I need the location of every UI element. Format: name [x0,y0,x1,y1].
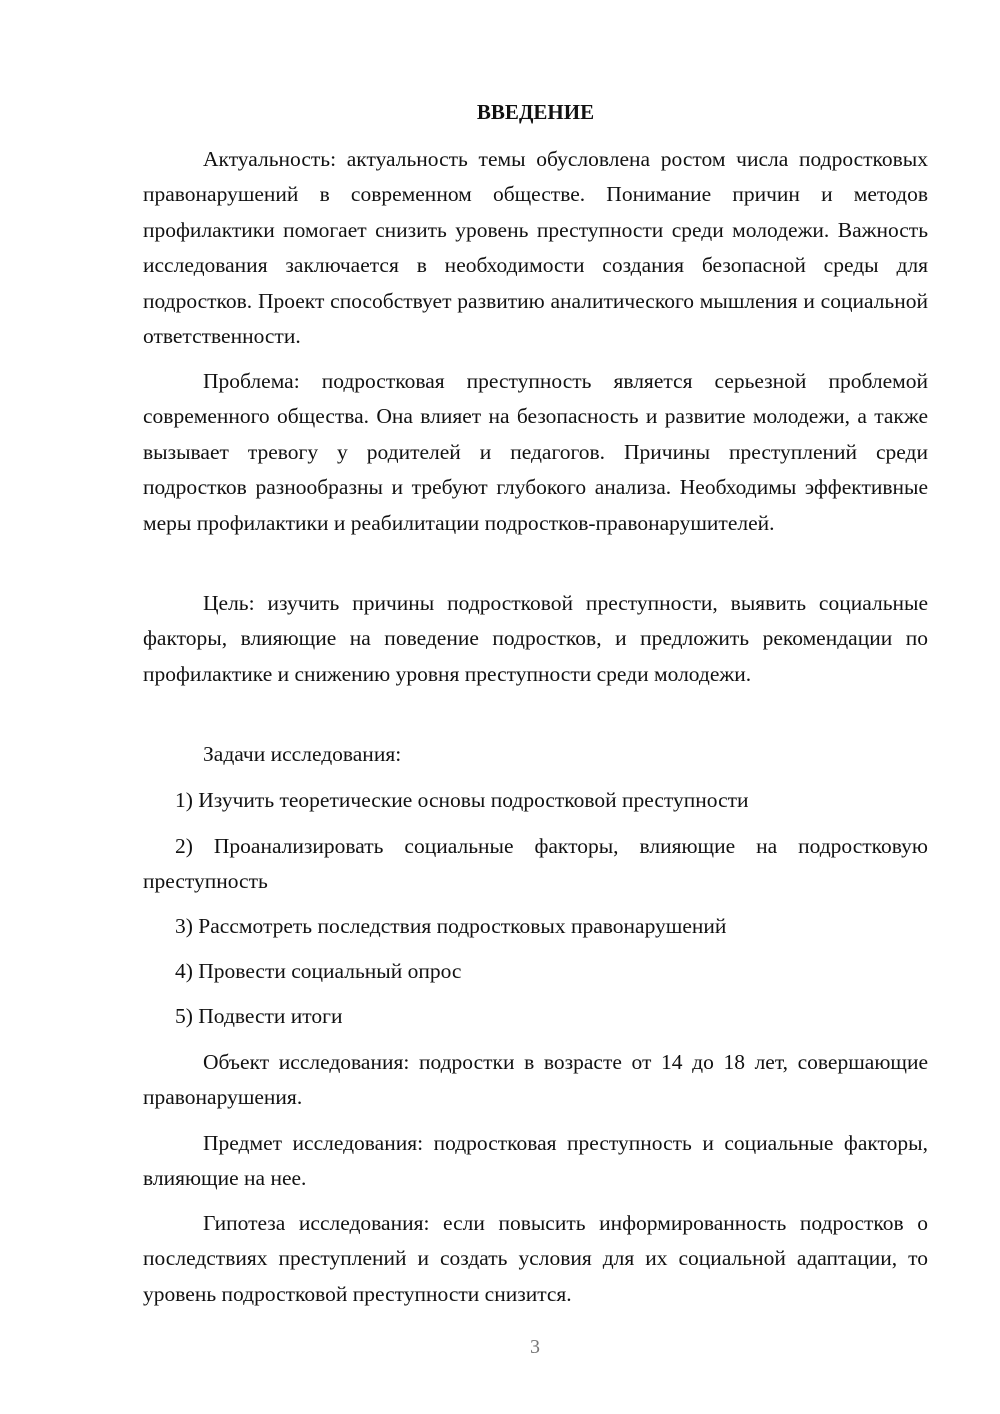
paragraph-subject: Предмет исследования: подростковая преступность и социальные факторы, влияющие на нее. [143,1131,928,1191]
page-number: 3 [530,1336,540,1358]
paragraph-object: Объект исследования: подростки в возрасте от 14 до 18 лет, совершающие правонарушения. [143,1050,928,1110]
task-item-4: 4) Провести социальный опрос [175,959,462,983]
paragraph-relevance: Актуальность: актуальность темы обусловлена ростом числа подростковых правонарушений в современном обществе. Понимание причин и методов профилактики помогает снизить уровень преступности среди молодежи. Важность исследования заключается в необходимости создания безопасной среды для подростков. Проект способствует развитию аналитического мышления и социальной ответственности. [143,147,928,349]
paragraph-goal: Цель: изучить причины подростковой преступности, выявить социальные факторы, влияющие на поведение подростков, и предложить рекомендации по профилактике и снижению уровня преступности среди молодежи. [143,591,928,686]
task-item-5: 5) Подвести итоги [175,1004,343,1028]
paragraph-tasks-heading: Задачи исследования: [203,742,402,766]
task-item-2: 2) Проанализировать социальные факторы, влияющие на подростковую преступность [143,834,928,894]
page-title: ВВЕДЕНИЕ [476,100,595,124]
paragraph-hypothesis: Гипотеза исследования: если повысить информированность подростков о последствиях преступлений и создать условия для их социальной адаптации, то уровень подростковой преступности снизится. [143,1211,928,1306]
paragraph-problem: Проблема: подростковая преступность является серьезной проблемой современного общества. Она влияет на безопасность и развитие молодежи, а также вызывает тревогу у родителей и педагогов. Причины преступлений среди подростков разнообразны и требуют глубокого анализа. Необходимы эффективные меры профилактики и реабилитации подростков-правонарушителей. [143,369,928,535]
task-item-3: 3) Рассмотреть последствия подростковых правонарушений [175,914,727,938]
task-item-1: 1) Изучить теоретические основы подростковой преступности [175,788,749,812]
